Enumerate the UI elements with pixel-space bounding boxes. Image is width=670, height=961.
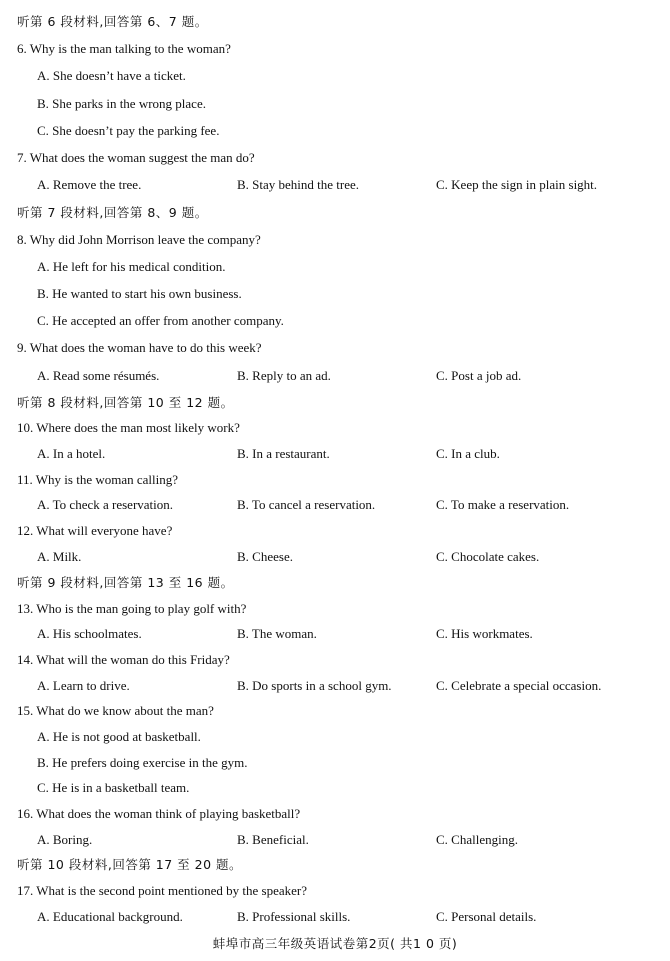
option-8c: C. He accepted an offer from another company. [37,313,284,328]
option-14a: A. Learn to drive. [37,678,130,693]
option-15b: B. He prefers doing exercise in the gym. [37,755,248,770]
question-6: 6. Why is the man talking to the woman? [17,41,231,56]
question-7: 7. What does the woman suggest the man do? [17,150,255,165]
option-15c: C. He is in a basketball team. [37,780,190,795]
question-15: 15. What do we know about the man? [17,703,214,718]
page-footer: 蚌埠市高三年级英语试卷第2页( 共1 0 页) [212,936,458,951]
option-12b: B. Cheese. [237,549,293,564]
option-6a: A. She doesn’t have a ticket. [37,68,186,83]
question-12: 12. What will everyone have? [17,523,173,538]
section-heading: 听第 7 段材料,回答第 8、9 题。 [17,205,208,220]
option-12a: A. Milk. [37,549,82,564]
option-9b: B. Reply to an ad. [237,368,331,383]
option-7c: C. Keep the sign in plain sight. [436,177,598,192]
question-10: 10. Where does the man most likely work? [17,420,240,435]
question-13: 13. Who is the man going to play golf with? [17,601,247,616]
section-heading: 听第 10 段材料,回答第 17 至 20 题。 [17,857,243,872]
option-11c: C. To make a reservation. [436,497,570,512]
option-17c: C. Personal details. [436,909,537,924]
option-17a: A. Educational background. [37,909,183,924]
section-heading: 听第 9 段材料,回答第 13 至 16 题。 [17,575,234,590]
option-14b: B. Do sports in a school gym. [237,678,392,693]
option-7b: B. Stay behind the tree. [237,177,360,192]
question-17: 17. What is the second point mentioned by the speaker? [17,883,308,898]
option-13b: B. The woman. [237,626,317,641]
option-10a: A. In a hotel. [37,446,106,461]
option-16c: C. Challenging. [436,832,518,847]
option-6c: C. She doesn’t pay the parking fee. [37,123,220,138]
section-heading: 听第 6 段材料,回答第 6、7 题。 [17,14,208,29]
question-11: 11. Why is the woman calling? [17,472,179,487]
option-8a: A. He left for his medical condition. [37,259,226,274]
option-6b: B. She parks in the wrong place. [37,96,206,111]
question-14: 14. What will the woman do this Friday? [17,652,230,667]
question-16: 16. What does the woman think of playing basketball? [17,806,301,821]
option-9c: C. Post a job ad. [436,368,522,383]
option-10b: B. In a restaurant. [237,446,330,461]
option-17b: B. Professional skills. [237,909,351,924]
option-16a: A. Boring. [37,832,93,847]
option-13a: A. His schoolmates. [37,626,142,641]
option-13c: C. His workmates. [436,626,533,641]
option-10c: C. In a club. [436,446,500,461]
option-11b: B. To cancel a reservation. [237,497,376,512]
option-12c: C. Chocolate cakes. [436,549,540,564]
option-11a: A. To check a reservation. [37,497,174,512]
option-15a: A. He is not good at basketball. [37,729,201,744]
section-heading: 听第 8 段材料,回答第 10 至 12 题。 [17,395,234,410]
option-7a: A. Remove the tree. [37,177,142,192]
option-14c: C. Celebrate a special occasion. [436,678,602,693]
option-8b: B. He wanted to start his own business. [37,286,242,301]
option-9a: A. Read some résumés. [37,368,160,383]
question-8: 8. Why did John Morrison leave the company? [17,232,261,247]
question-9: 9. What does the woman have to do this week? [17,340,262,355]
option-16b: B. Beneficial. [237,832,309,847]
